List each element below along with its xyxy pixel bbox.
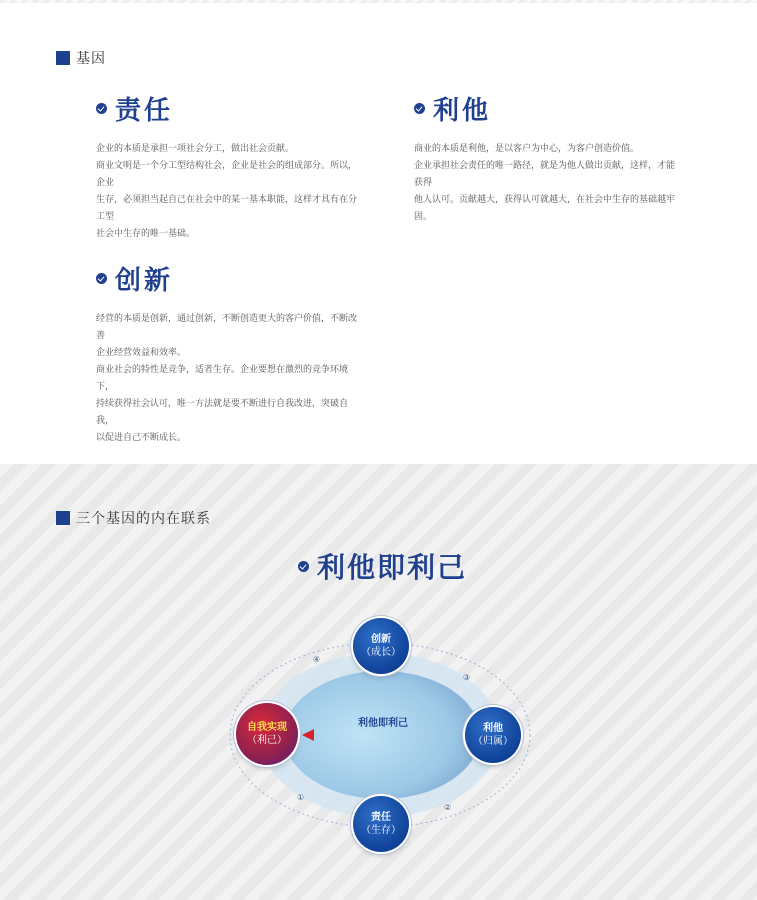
section-title: 基因: [76, 51, 106, 67]
node-label: 责任: [371, 812, 391, 823]
check-circle-icon: [298, 561, 309, 572]
desc-line: 商业社会的特性是竞争，适者生存。企业要想在激烈的竞争环境下，: [96, 365, 349, 392]
desc-line: 以促进自己不断成长。: [96, 433, 187, 443]
check-circle-icon: [414, 103, 425, 114]
check-circle-icon: [96, 103, 107, 114]
gene-title: 利他: [433, 96, 492, 126]
gene-description: [414, 141, 679, 226]
node-sublabel: （成长）: [361, 647, 401, 658]
node-responsibility: [353, 796, 409, 852]
desc-line: 商业文明是一个分工型结构社会，企业是社会的组成部分。所以，企业: [96, 161, 358, 188]
desc-line: 企业的本质是承担一项社会分工，做出社会贡献。: [96, 144, 295, 154]
desc-line: 经营的本质是创新，通过创新，不断创造更大的客户价值，不断改善: [96, 314, 358, 341]
node-label: 自我实现: [247, 722, 287, 733]
desc-line: 他人认可。贡献越大，获得认可就越大，在社会中生存的基础越牢固。: [414, 195, 676, 222]
desc-line: 社会中生存的唯一基础。: [96, 229, 196, 239]
section-header-genes: [56, 48, 106, 68]
square-bullet-icon: [56, 511, 70, 525]
node-self-realization: [236, 703, 298, 765]
step-marker-2: ②: [444, 803, 452, 812]
gene-cycle-diagram: [220, 610, 540, 860]
gene-title: 责任: [115, 96, 174, 126]
node-sublabel: （生存）: [361, 825, 401, 836]
arrow-label: 利他即利己: [358, 718, 408, 729]
gene-title-row: [96, 260, 361, 297]
node-sublabel: （归属）: [473, 736, 513, 747]
node-label: 利他: [483, 723, 503, 734]
gene-title-row: [414, 90, 679, 127]
square-bullet-icon: [56, 51, 70, 65]
node-label: 创新: [371, 634, 391, 645]
gene-block-innovation: [96, 260, 361, 447]
gene-block-altruism: [414, 90, 679, 226]
gene-title: 创新: [115, 266, 174, 296]
node-innovation: [353, 618, 409, 674]
gene-block-responsibility: [96, 90, 361, 243]
desc-line: 持续获得社会认可，唯一方法就是要不断进行自我改进，突破自我，: [96, 399, 349, 426]
desc-line: 企业承担社会责任的唯一路径，就是为他人做出贡献，这样，才能获得: [414, 161, 676, 188]
desc-line: 生存，必须担当起自己在社会中的某一基本职能，这样才具有在分工型: [96, 195, 358, 222]
step-marker-3: ③: [463, 673, 471, 682]
check-circle-icon: [96, 273, 107, 284]
node-sublabel: （利己）: [247, 735, 287, 746]
gene-title-row: [96, 90, 361, 127]
desc-line: 企业经营效益和效率。: [96, 348, 187, 358]
diagram-title: 利他即利己: [317, 551, 468, 584]
step-marker-1: ①: [297, 793, 305, 802]
top-pattern-strip: [0, 0, 757, 3]
section-header-relationship: [56, 508, 211, 528]
step-marker-4: ④: [313, 655, 321, 664]
node-altruism: [465, 707, 521, 763]
section-title: 三个基因的内在联系: [76, 511, 211, 527]
gene-description: [96, 141, 361, 243]
desc-line: 商业的本质是利他，是以客户为中心，为客户创造价值。: [414, 144, 640, 154]
diagram-title-row: [298, 546, 467, 586]
gene-description: [96, 311, 361, 447]
